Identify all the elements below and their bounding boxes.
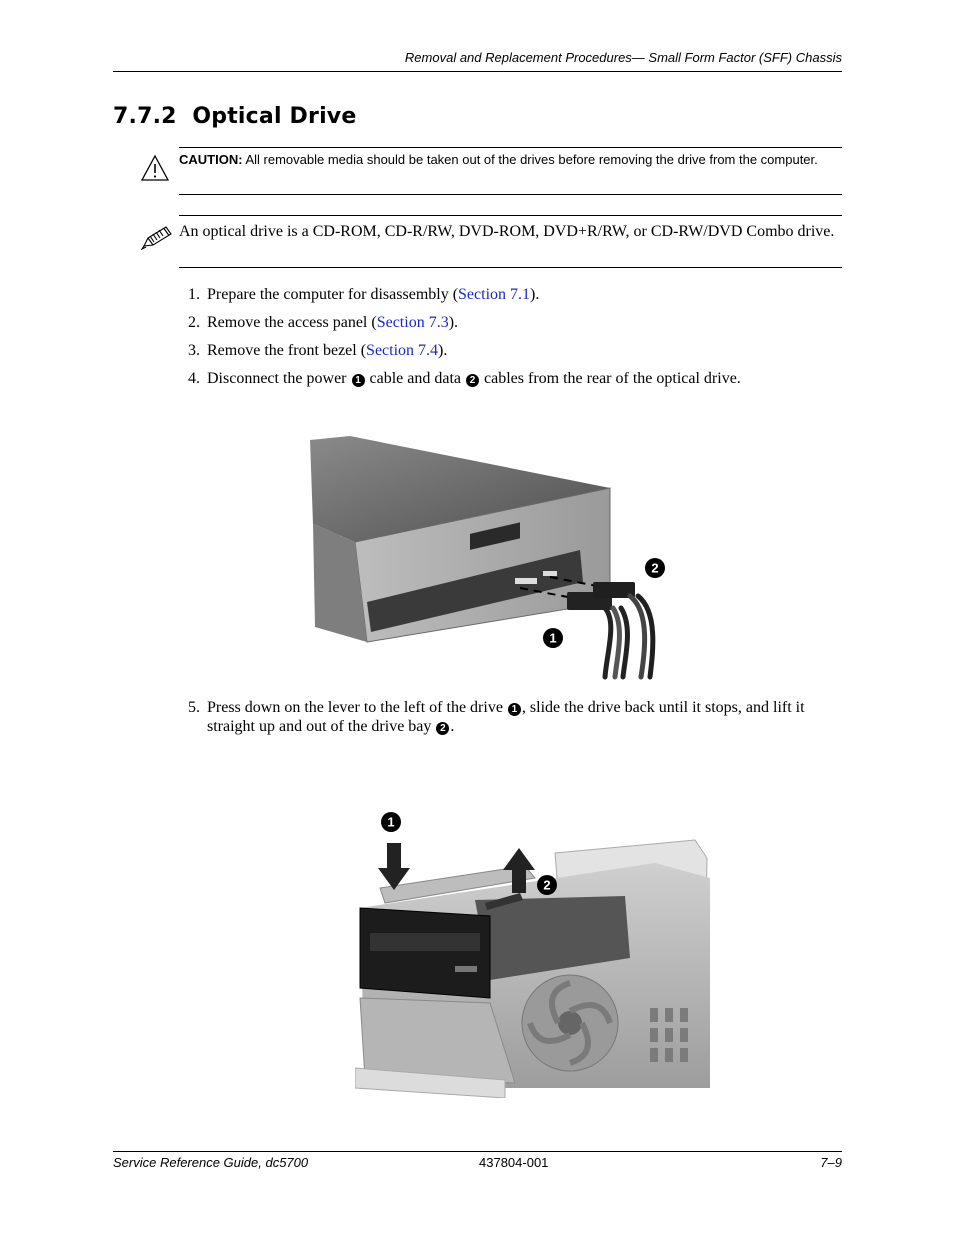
svg-text:1: 1 — [387, 814, 395, 830]
section-number: 7.7.2 — [113, 104, 177, 129]
note-text: An optical drive is a CD-ROM, CD-R/RW, DVD-ROM, DVD+R/RW, or CD-RW/DVD Combo drive. — [179, 223, 835, 240]
disc-tray — [370, 933, 480, 951]
link-section-7-1[interactable]: Section 7.1 — [458, 286, 531, 303]
note-bottom-rule — [179, 267, 842, 268]
note-top-rule — [179, 215, 842, 216]
header-rule — [113, 71, 842, 72]
step-4: 4. Disconnect the power 1 cable and data 2 cables from the rear of the optical drive. — [188, 370, 741, 387]
arrow-down — [378, 843, 410, 890]
footer-center: 437804-001 — [479, 1155, 549, 1170]
step-2: 2. Remove the access panel (Section 7.3). — [188, 314, 459, 331]
section-heading — [113, 104, 356, 129]
running-header: Removal and Replacement Procedures— Small Form Factor (SFF) Chassis — [404, 50, 842, 65]
caution-box — [179, 151, 829, 169]
drive-bezel — [360, 908, 490, 998]
footer-right: 7–9 — [820, 1155, 842, 1170]
callout-2-inline: 2 — [466, 374, 479, 387]
footer-left: Service Reference Guide, dc5700 — [113, 1155, 309, 1170]
caution-label: CAUTION: — [179, 152, 243, 167]
caution-bottom-rule — [179, 194, 842, 195]
vent-grid — [650, 1008, 688, 1062]
step-3: 3. Remove the front bezel (Section 7.4). — [188, 342, 448, 359]
section-title: Optical Drive — [192, 104, 357, 129]
svg-text:1: 1 — [549, 630, 557, 646]
footer-rule — [113, 1151, 842, 1152]
step-1: 1. Prepare the computer for disassembly (Section 7.1). — [188, 286, 540, 303]
caution-icon — [140, 154, 170, 182]
link-section-7-4[interactable]: Section 7.4 — [366, 342, 439, 359]
figure-optical-drive-cables — [305, 432, 675, 682]
callout-1-inline: 1 — [508, 703, 521, 716]
eject-button — [455, 966, 477, 972]
svg-text:2: 2 — [543, 877, 551, 893]
callout-1-inline: 1 — [352, 374, 365, 387]
caution-top-rule — [179, 147, 842, 148]
svg-text:2: 2 — [651, 560, 659, 576]
note-pencil-icon — [140, 224, 174, 250]
link-section-7-3[interactable]: Section 7.3 — [376, 314, 449, 331]
figure-drive-removal — [355, 808, 715, 1098]
power-pin — [515, 578, 537, 584]
caution-text: All removable media should be taken out of the drives before removing the drive from the computer. — [245, 152, 818, 167]
data-pin — [543, 571, 557, 576]
callout-2-inline: 2 — [436, 722, 449, 735]
step-5: 5. Press down on the lever to the left of the drive 1 , slide the drive back until it stops, and lift it straight up and out of the drive bay 2 . — [188, 699, 805, 735]
